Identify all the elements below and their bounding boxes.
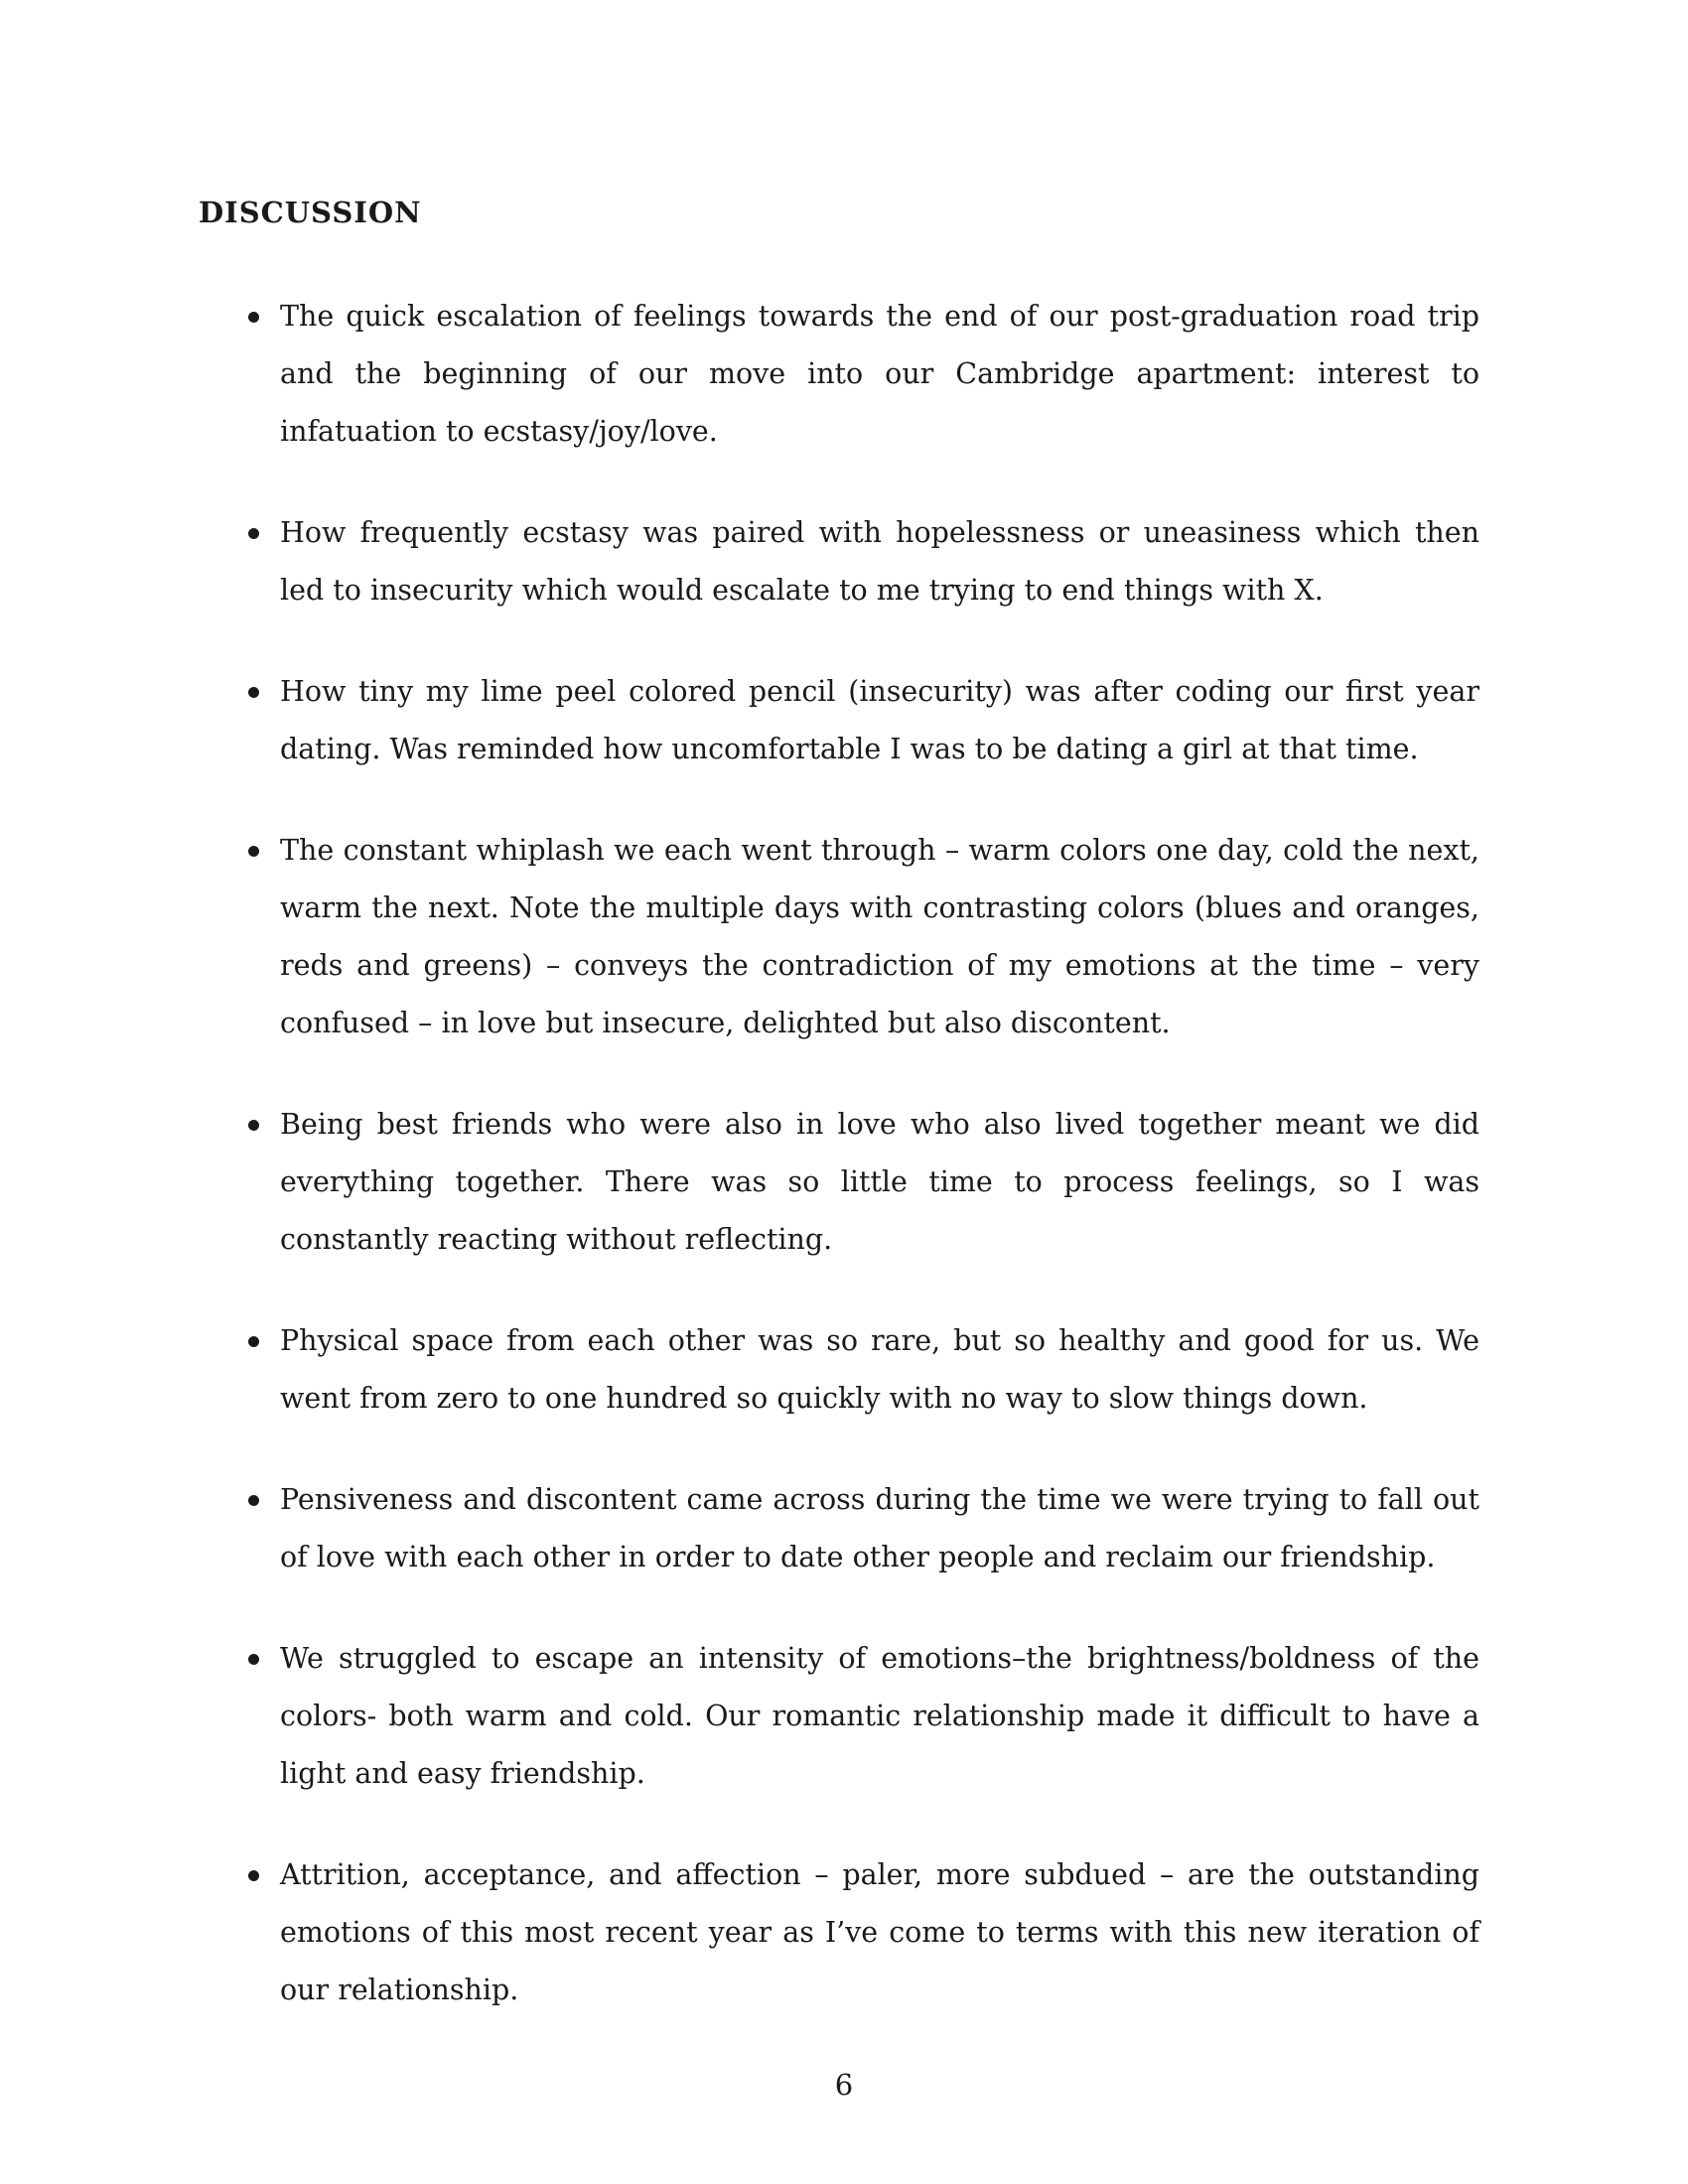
bullet-text: The quick escalation of feelings towards the end of our post-graduation road trip and the beginning of our move into our Cambridge apartment: interest to infatuation to ecstasy/joy/love. xyxy=(280,300,1479,448)
bullet-item xyxy=(246,1471,1479,1586)
bullet-item xyxy=(246,504,1479,619)
bullet-item xyxy=(246,663,1479,778)
discussion-bullet-list xyxy=(246,288,1479,2063)
bullet-icon xyxy=(248,528,259,539)
bullet-icon xyxy=(248,1120,259,1131)
bullet-text: Attrition, acceptance, and affection – paler, more subdued – are the outstanding emotions of this most recent year as I’ve come to terms with this new iteration of our relationship. xyxy=(280,1858,1479,2006)
bullet-text: The constant whiplash we each went through – warm colors one day, cold the next, warm the next. Note the multiple days with contrasting colors (blues and oranges, reds and greens) – conveys the contradiction of my emotions at the time – very confused – in love but insecure, delighted but also discontent. xyxy=(280,834,1479,1039)
bullet-item xyxy=(246,1630,1479,1803)
bullet-text: Pensiveness and discontent came across during the time we were trying to fall out of love with each other in order to date other people and reclaim our friendship. xyxy=(280,1483,1479,1573)
bullet-icon xyxy=(248,1654,259,1665)
bullet-item xyxy=(246,1846,1479,2019)
bullet-icon xyxy=(248,1336,259,1347)
bullet-text: We struggled to escape an intensity of emotions–the brightness/boldness of the colors- both warm and cold. Our romantic relationship made it difficult to have a light and easy friendship. xyxy=(280,1642,1479,1790)
bullet-item xyxy=(246,1096,1479,1269)
bullet-text: How tiny my lime peel colored pencil (insecurity) was after coding our first year dating. Was reminded how uncomfortable I was to be dating a girl at that time. xyxy=(280,675,1479,765)
bullet-icon xyxy=(248,687,259,698)
bullet-item xyxy=(246,822,1479,1052)
bullet-item xyxy=(246,1312,1479,1428)
bullet-icon xyxy=(248,1870,259,1881)
bullet-text: Physical space from each other was so rare, but so healthy and good for us. We went from zero to one hundred so quickly with no way to slow things down. xyxy=(280,1324,1479,1415)
section-heading: DISCUSSION xyxy=(199,196,422,229)
bullet-item xyxy=(246,288,1479,461)
bullet-icon xyxy=(248,846,259,857)
bullet-text: How frequently ecstasy was paired with hopelessness or uneasiness which then led to insecurity which would escalate to me trying to end things with X. xyxy=(280,516,1479,607)
bullet-text: Being best friends who were also in love who also lived together meant we did everything together. There was so little time to process feelings, so I was constantly reacting without reflecting. xyxy=(280,1108,1479,1256)
page-number: 6 xyxy=(834,2068,854,2102)
bullet-icon xyxy=(248,312,259,323)
bullet-icon xyxy=(248,1495,259,1506)
